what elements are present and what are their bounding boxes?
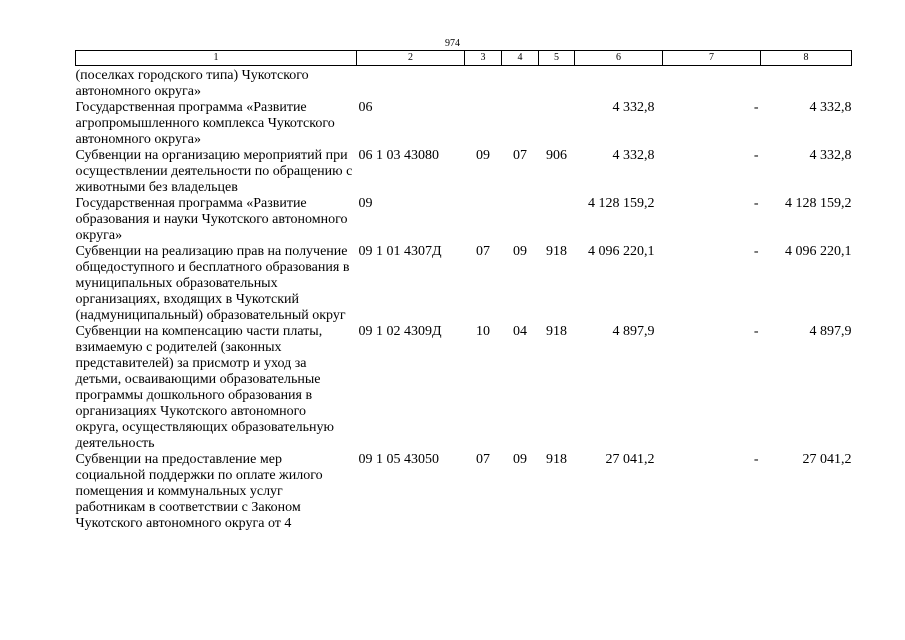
row-department: 918: [546, 452, 567, 467]
column-header: 5: [539, 51, 575, 66]
row-code: 09 1 05 43050: [358, 452, 439, 467]
row-section: 07: [476, 452, 490, 467]
column-header: 7: [663, 51, 761, 66]
column-header: 8: [761, 51, 852, 66]
table-row: [76, 196, 852, 244]
row-department: 918: [546, 324, 567, 339]
row-amount: 4 096 220,1: [588, 244, 655, 259]
row-section: [465, 196, 502, 244]
row-department: 906: [546, 148, 567, 163]
row-code: 06: [358, 100, 373, 115]
row-subsection: 04: [513, 324, 527, 339]
row-code: 09: [358, 196, 373, 211]
row-total: [761, 66, 852, 101]
row-total: 4 897,9: [809, 324, 852, 339]
row-dash: [663, 66, 761, 101]
row-name: (поселках городского типа) Чукотского автономного округа»: [75, 68, 309, 99]
row-total: 4 332,8: [809, 148, 852, 163]
row-department: 918: [546, 244, 567, 259]
row-department: [539, 196, 575, 244]
row-code: 09 1 01 4307Д: [358, 244, 442, 259]
row-amount: 4 332,8: [612, 148, 655, 163]
table-row: [76, 66, 852, 101]
row-subsection: 09: [513, 244, 527, 259]
row-dash: -: [753, 100, 759, 115]
budget-table: [75, 50, 852, 532]
row-section: 07: [476, 244, 490, 259]
row-subsection: [502, 100, 539, 148]
page-number: 974: [445, 38, 460, 49]
row-amount: 4 897,9: [612, 324, 655, 339]
column-header: 2: [357, 51, 465, 66]
row-code: 09 1 02 4309Д: [358, 324, 442, 339]
row-amount: [575, 66, 663, 101]
row-dash: -: [753, 196, 759, 211]
table-row: [76, 148, 852, 196]
row-name: Субвенции на предоставление мер социальной поддержки по оплате жилого помещения и коммунальных услуг работникам в соответствии с Законом Чукотского автономного округа от 4: [75, 452, 323, 531]
row-subsection: [502, 196, 539, 244]
column-header: 6: [575, 51, 663, 66]
row-code: 06 1 03 43080: [358, 148, 439, 163]
row-section: 09: [476, 148, 490, 163]
row-amount: 4 332,8: [612, 100, 655, 115]
row-dash: -: [753, 452, 759, 467]
column-header: 4: [502, 51, 539, 66]
row-total: 4 096 220,1: [785, 244, 852, 259]
row-name: Государственная программа «Развитие образования и науки Чукотского автономного округа»: [75, 196, 348, 243]
row-section: 10: [476, 324, 490, 339]
row-department: [539, 100, 575, 148]
row-amount: 27 041,2: [605, 452, 655, 467]
column-header: 3: [465, 51, 502, 66]
column-header: 1: [76, 51, 357, 66]
table-row: [76, 100, 852, 148]
row-name: Субвенции на компенсацию части платы, взимаемую с родителей (законных представителей) за присмотр и уход за детьми, осваивающими образовательные программы дошкольного образования в организациях Чукотского автономного округа, осуществляющих образовательную деятельность: [75, 324, 334, 451]
row-name: Субвенции на организацию мероприятий при осуществлении деятельности по обращению с животными без владельцев: [75, 148, 353, 195]
row-section: [465, 100, 502, 148]
row-subsection: 07: [513, 148, 527, 163]
row-dash: -: [753, 148, 759, 163]
row-code: [357, 66, 465, 101]
row-department: [539, 66, 575, 101]
row-subsection: [502, 66, 539, 101]
column-number-row: [76, 51, 852, 66]
row-amount: 4 128 159,2: [588, 196, 655, 211]
table-row: [76, 244, 852, 324]
row-total: 4 128 159,2: [785, 196, 852, 211]
row-subsection: 09: [513, 452, 527, 467]
row-total: 27 041,2: [802, 452, 852, 467]
table-row: [76, 452, 852, 532]
row-dash: -: [753, 324, 759, 339]
row-dash: -: [753, 244, 759, 259]
table-row: [76, 324, 852, 452]
row-section: [465, 66, 502, 101]
row-name: Субвенции на реализацию прав на получение общедоступного и бесплатного образования в муниципальных образовательных организациях, входящих в Чукотский (надмуниципальный) образовательный округ: [75, 244, 350, 323]
row-name: Государственная программа «Развитие агропромышленного комплекса Чукотского автономного округа»: [75, 100, 335, 147]
row-total: 4 332,8: [809, 100, 852, 115]
